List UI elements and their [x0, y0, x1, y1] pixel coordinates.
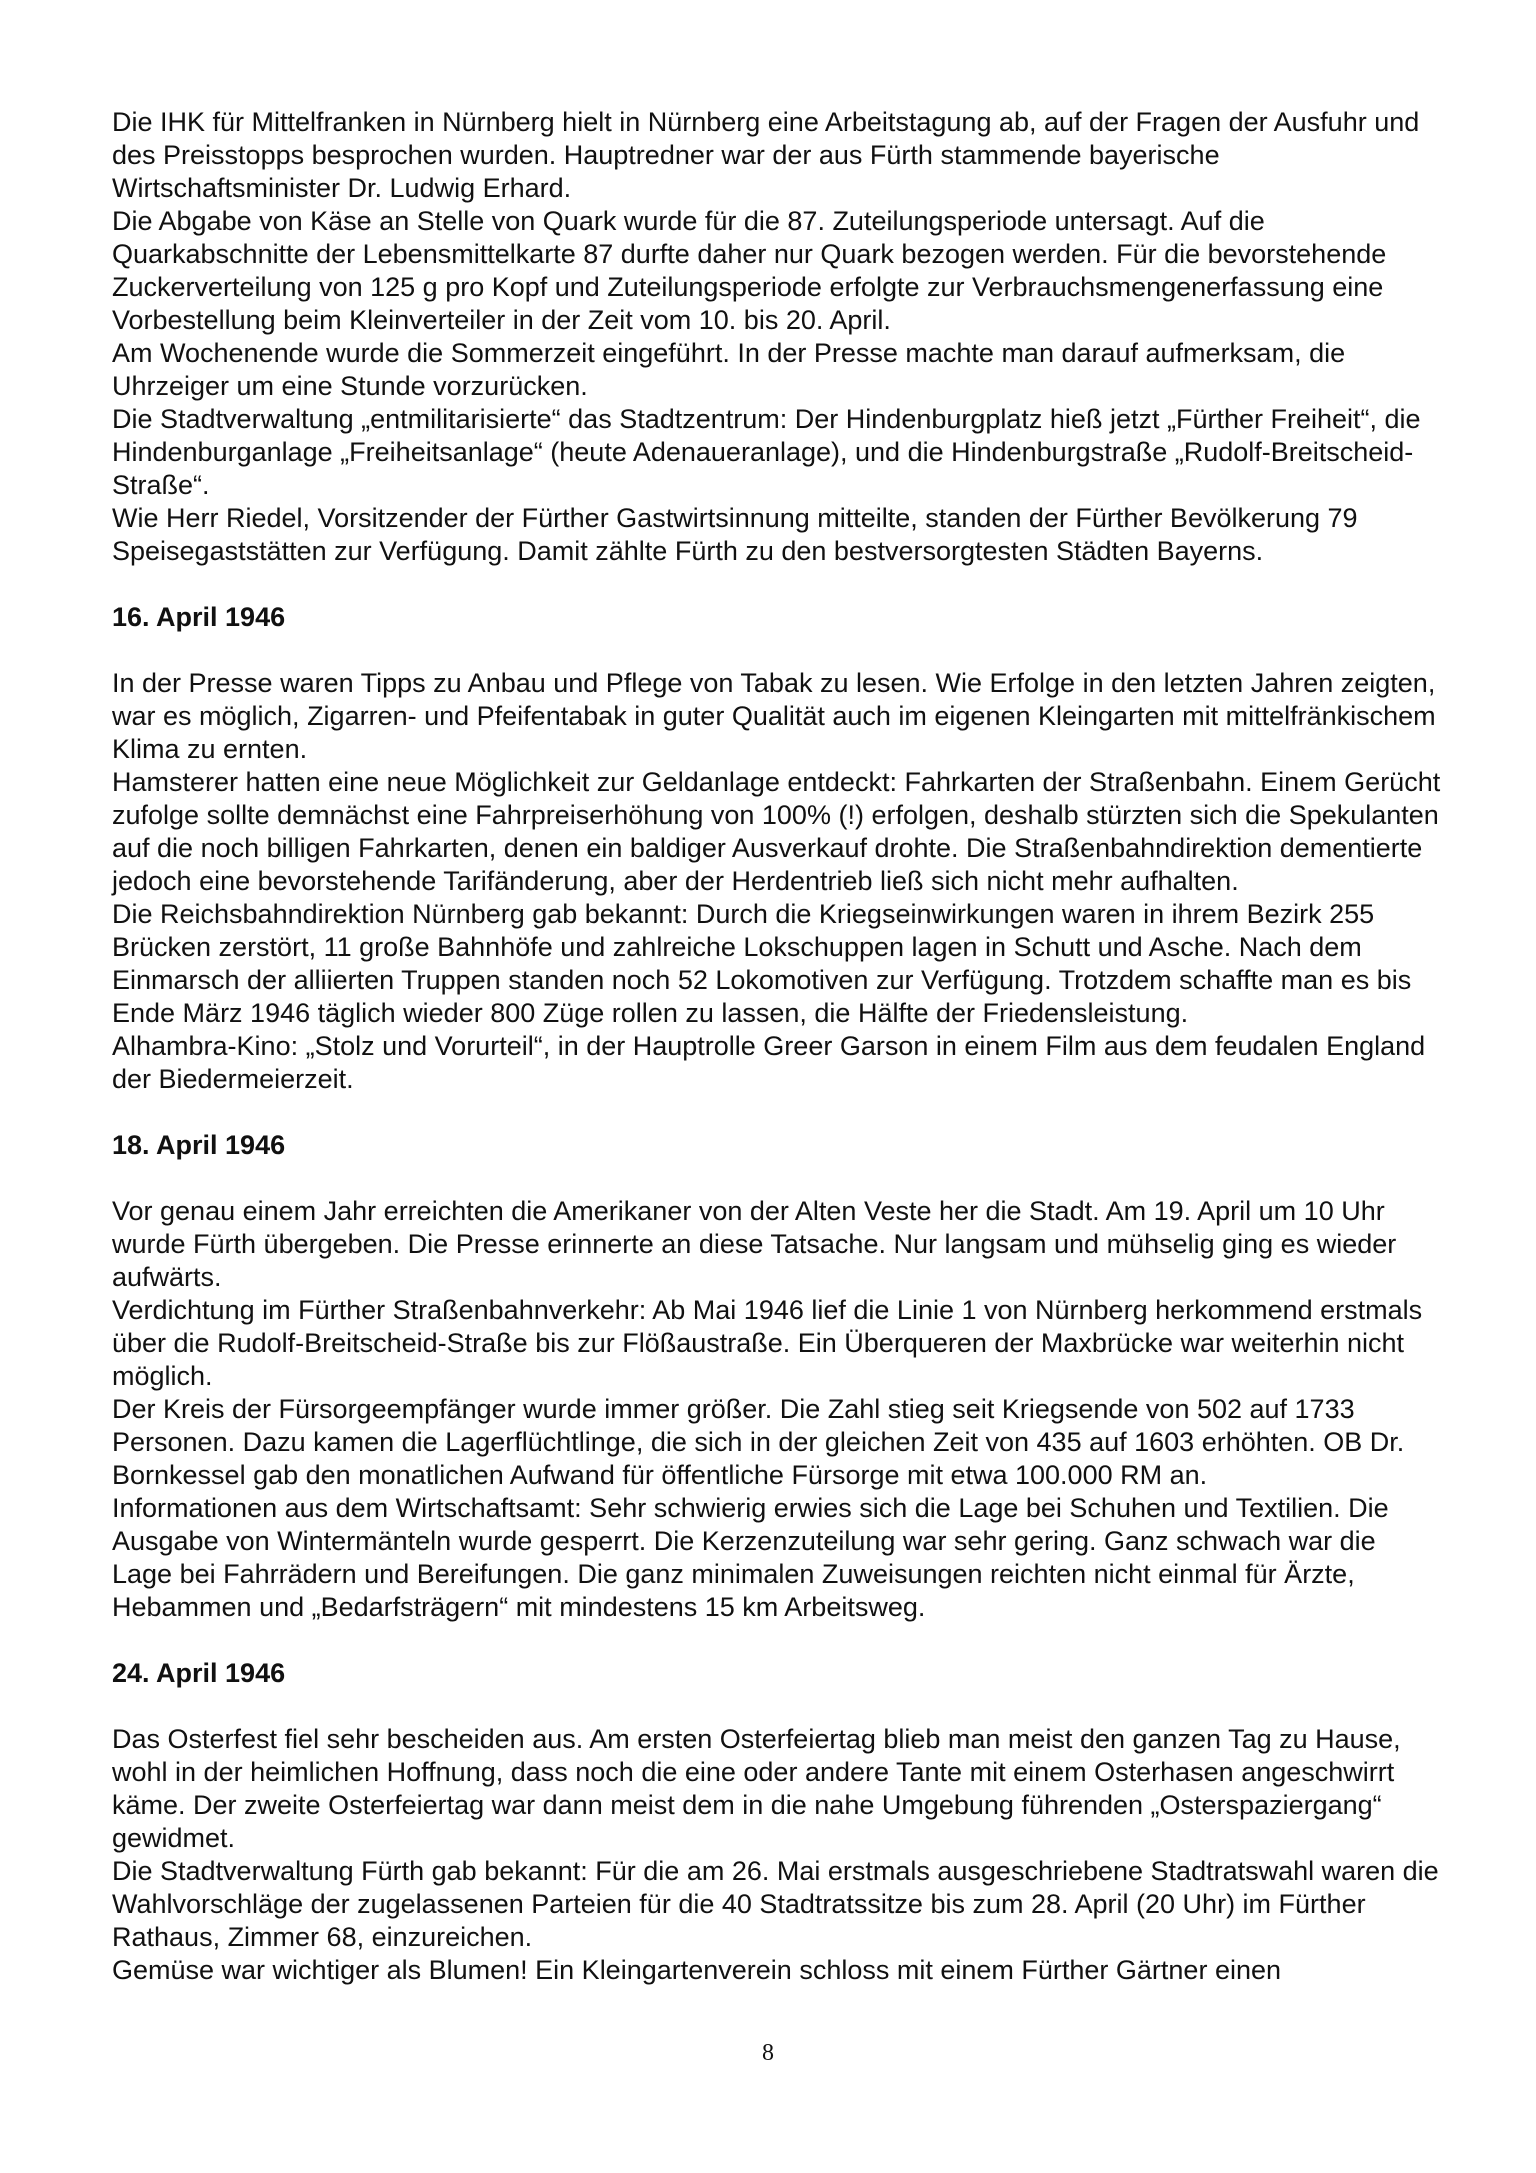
paragraph: Wie Herr Riedel, Vorsitzender der Fürther Gastwirtsinnung mitteilte, standen der Fürther Bevölkerung 79 Speisegaststätten zur Verfügung. Damit zählte Fürth zu den bestversorgtesten Städten Bayerns.	[112, 503, 1358, 566]
section-date-heading: 24. April 1946	[112, 1658, 286, 1688]
paragraph: Die Abgabe von Käse an Stelle von Quark wurde für die 87. Zuteilungsperiode untersagt. Auf die Quarkabschnitte der Lebensmittelkarte 87 durfte daher nur Quark bezogen werden. Für die bevorstehende Zuckerverteilung von 125 g pro Kopf und Zuteilungsperiode erfolgte zur Verbrauchsmengenerfassung eine Vorbestellung beim Kleinverteiler in der Zeit vom 10. bis 20. April.	[112, 206, 1387, 335]
page-number: 8	[762, 2040, 774, 2066]
section-18-april	[112, 1129, 1442, 1624]
paragraph: Verdichtung im Fürther Straßenbahnverkehr: Ab Mai 1946 lief die Linie 1 von Nürnberg herkommend erstmals über die Rudolf-Breitscheid-Straße bis zur Flößaustraße. Ein Überqueren der Maxbrücke war weiterhin nicht möglich.	[112, 1295, 1423, 1391]
intro-block	[112, 106, 1442, 568]
paragraph: Die Reichsbahndirektion Nürnberg gab bekannt: Durch die Kriegseinwirkungen waren in ihrem Bezirk 255 Brücken zerstört, 11 große Bahnhöfe und zahlreiche Lokschuppen lagen in Schutt und Asche. Nach dem Einmarsch der alliierten Truppen standen noch 52 Lokomotiven zur Verfügung. Trotzdem schaffte man es bis Ende März 1946 täglich wieder 800 Züge rollen zu lassen, die Hälfte der Friedensleistung.	[112, 899, 1412, 1028]
paragraph: Der Kreis der Fürsorgeempfänger wurde immer größer. Die Zahl stieg seit Kriegsende von 502 auf 1733 Personen. Dazu kamen die Lagerflüchtlinge, die sich in der gleichen Zeit von 435 auf 1603 erhöhten. OB Dr. Bornkessel gab den monatlichen Aufwand für öffentliche Fürsorge mit etwa 100.000 RM an.	[112, 1394, 1405, 1490]
paragraph: Alhambra-Kino: „Stolz und Vorurteil“, in der Hauptrolle Greer Garson in einem Film aus dem feudalen England der Biedermeierzeit.	[112, 1031, 1426, 1094]
paragraph: Am Wochenende wurde die Sommerzeit eingeführt. In der Presse machte man darauf aufmerksam, die Uhrzeiger um eine Stunde vorzurücken.	[112, 338, 1346, 401]
paragraph: Die IHK für Mittelfranken in Nürnberg hielt in Nürnberg eine Arbeitstagung ab, auf der Fragen der Ausfuhr und des Preisstopps besprochen wurden. Hauptredner war der aus Fürth stammende bayerische Wirtschaftsminister Dr. Ludwig Erhard.	[112, 107, 1420, 203]
paragraph: Das Osterfest fiel sehr bescheiden aus. Am ersten Osterfeiertag blieb man meist den ganzen Tag zu Hause, wohl in der heimlichen Hoffnung, dass noch die eine oder andere Tante mit einem Osterhasen angeschwirrt käme. Der zweite Osterfeiertag war dann meist dem in die nahe Umgebung führenden „Osterspaziergang“ gewidmet.	[112, 1724, 1401, 1853]
paragraph: Die Stadtverwaltung „entmilitarisierte“ das Stadtzentrum: Der Hindenburgplatz hieß jetzt „Fürther Freiheit“, die Hindenburganlage „Freiheitsanlage“ (heute Adenaueranlage), und die Hindenburgstraße „Rudolf-Breitscheid-Straße“.	[112, 404, 1421, 500]
paragraph: Gemüse war wichtiger als Blumen! Ein Kleingartenverein schloss mit einem Fürther Gärtner einen	[112, 1955, 1282, 1985]
section-16-april	[112, 601, 1442, 1096]
section-date-heading: 16. April 1946	[112, 602, 286, 632]
document-body	[112, 106, 1442, 1987]
paragraph: Die Stadtverwaltung Fürth gab bekannt: Für die am 26. Mai erstmals ausgeschriebene Stadtratswahl waren die Wahlvorschläge der zugelassenen Parteien für die 40 Stadtratssitze bis zum 28. April (20 Uhr) im Fürther Rathaus, Zimmer 68, einzureichen.	[112, 1856, 1439, 1952]
paragraph: Hamsterer hatten eine neue Möglichkeit zur Geldanlage entdeckt: Fahrkarten der Straßenbahn. Einem Gerücht zufolge sollte demnächst eine Fahrpreiserhöhung von 100% (!) erfolgen, deshalb stürzten sich die Spekulanten auf die noch billigen Fahrkarten, denen ein baldiger Ausverkauf drohte. Die Straßenbahndirektion dementierte jedoch eine bevorstehende Tarifänderung, aber der Herdentrieb ließ sich nicht mehr aufhalten.	[112, 767, 1441, 896]
section-date-heading: 18. April 1946	[112, 1130, 286, 1160]
paragraph: Informationen aus dem Wirtschaftsamt: Sehr schwierig erwies sich die Lage bei Schuhen und Textilien. Die Ausgabe von Wintermänteln wurde gesperrt. Die Kerzenzuteilung war sehr gering. Ganz schwach war die Lage bei Fahrrädern und Bereifungen. Die ganz minimalen Zuweisungen reichten nicht einmal für Ärzte, Hebammen und „Bedarfsträgern“ mit mindestens 15 km Arbeitsweg.	[112, 1493, 1389, 1622]
section-24-april	[112, 1657, 1442, 1987]
paragraph: In der Presse waren Tipps zu Anbau und Pflege von Tabak zu lesen. Wie Erfolge in den letzten Jahren zeigten, war es möglich, Zigarren- und Pfeifentabak in guter Qualität auch im eigenen Kleingarten mit mittelfränkischem Klima zu ernten.	[112, 668, 1436, 764]
paragraph: Vor genau einem Jahr erreichten die Amerikaner von der Alten Veste her die Stadt. Am 19. April um 10 Uhr wurde Fürth übergeben. Die Presse erinnerte an diese Tatsache. Nur langsam und mühselig ging es wieder aufwärts.	[112, 1196, 1397, 1292]
